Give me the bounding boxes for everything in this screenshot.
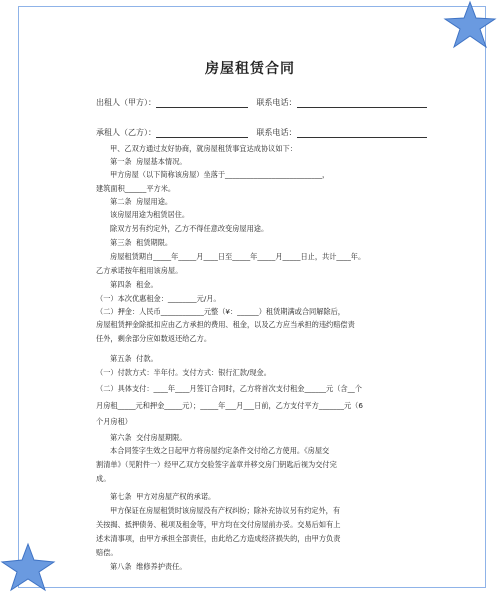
contract-line: 关按揭、抵押债务、税项及租金等，甲方均在交付房屋前办妥。交易后如有上 [96,520,341,529]
contract-line: 乙方承诺按年租用该房屋。 [96,266,183,275]
lessor-label: 出租人（甲方）： [96,98,156,107]
lessor-line [96,97,427,108]
document-title: 房屋租赁合同 [205,61,295,77]
contract-line: 割清单》（见附件一）经甲乙双方交验签字盖章并移交房门钥匙后视为交付完 [96,460,337,469]
lessee-blank [156,128,248,138]
lessee-label: 承租人（乙方）： [96,128,156,137]
contract-line: 成。 [96,474,111,483]
contract-line: （一）本次优惠租金：________元/月。 [96,294,221,303]
contract-line: 该房屋用途为租赁居住。 [110,210,190,219]
contract-line: （二）具体支付：____年____月签订合同时，乙方将首次支付租金______元（含__个 [96,384,362,393]
contract-line: 任外，剩余部分应如数返还给乙方。 [96,334,212,343]
contract-line: （二）押金：人民币____________元整（¥：______）租赁期满或合同解除后， [96,307,345,316]
document-page [18,6,486,588]
lessor-phone-label: 联系电话： [256,98,297,107]
contract-line: 第五条 付款。 [110,354,158,363]
contract-line: 第八条 维修养护责任。 [110,562,187,571]
contract-line: 第一条 房屋基本情况。 [110,157,187,166]
star-decoration-top-right [440,0,498,50]
contract-line: 本合同签字生效之日起甲方将房屋约定条件交付给乙方使用。《房屋交 [110,446,330,455]
contract-line: 第三条 租赁期限。 [110,238,173,247]
contract-line: 第六条 交付房屋期限。 [110,433,187,442]
contract-line: 第七条 甲方对房屋产权的承诺。 [110,492,216,501]
contract-line: 建筑面积______平方米。 [96,184,176,193]
contract-line: 述未清事项，由甲方承担全部责任，由此给乙方造成经济损失的，由甲方负责 [96,534,341,543]
lessee-phone-label: 联系电话： [256,128,297,137]
contract-line: 房屋租赁押金除抵扣应由乙方承担的费用、租金，以及乙方应当承担的违约赔偿责 [96,320,355,329]
lessor-phone-blank [297,98,427,108]
contract-line: 甲、乙双方通过友好协商，就房屋租赁事宜达成协议如下： [110,144,297,153]
contract-line: 甲方保证在房屋租赁时该房屋没有产权纠纷；除补充协议另有约定外，有 [110,506,341,515]
lessee-line [96,127,427,138]
contract-line: 月房租_____元和押金_____元）；_____年___月___日前，乙方支付平方_______元（6 [96,401,363,410]
contract-line: 赔偿。 [96,548,118,557]
contract-line: 第四条 租金。 [110,280,158,289]
contract-line: 甲方房屋（以下简称该房屋）坐落于___________________________， [110,170,330,179]
star-decoration-bottom-left [0,540,60,593]
contract-line: 除双方另有约定外，乙方不得任意改变房屋用途。 [110,224,269,233]
lessor-blank [156,98,248,108]
contract-line: 房屋租赁期自_____年_____月____日至_____年_____月_____日止，共计____年。 [110,252,366,261]
contract-line: 个月房租） [96,417,132,426]
contract-line: 第二条 房屋用途。 [110,197,173,206]
lessee-phone-blank [297,128,427,138]
contract-line: （一）付款方式：半年付。支付方式：银行汇款/现金。 [96,368,271,377]
